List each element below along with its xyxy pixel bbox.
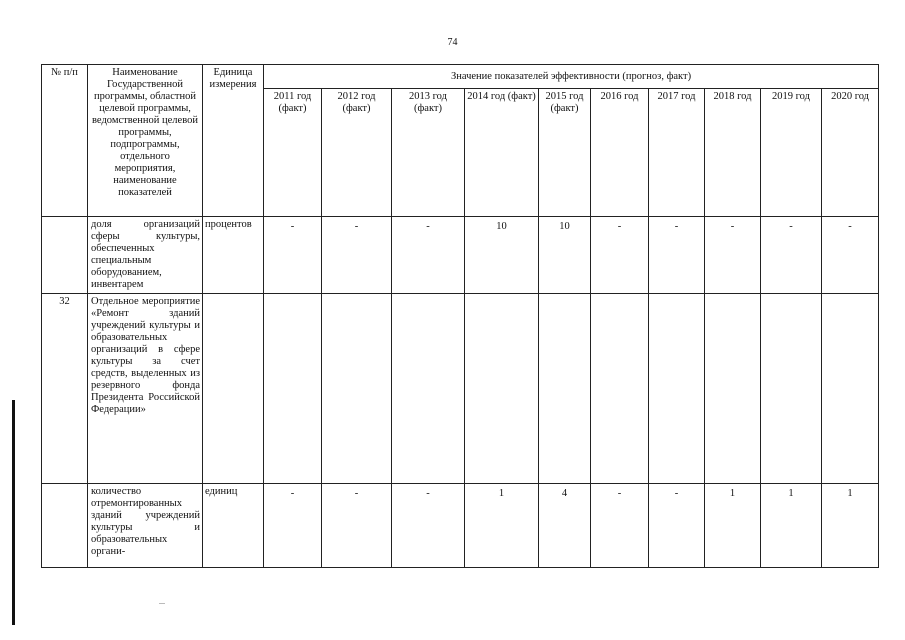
row-value: - — [649, 484, 705, 568]
row-value: - — [392, 217, 465, 294]
header-year: 2018 год — [705, 89, 761, 217]
row-value: 1 — [761, 484, 822, 568]
scan-artifact — [159, 603, 165, 604]
row-value — [649, 294, 705, 484]
row-num — [42, 484, 88, 568]
row-name: доля организаций сферы культуры, обеспеченных специальным оборудованием, инвентарем — [88, 217, 203, 294]
row-value: - — [264, 217, 322, 294]
row-num — [42, 217, 88, 294]
row-value: - — [392, 484, 465, 568]
row-value: 10 — [539, 217, 591, 294]
row-value: - — [822, 217, 879, 294]
header-year: 2016 год — [591, 89, 649, 217]
row-value: 1 — [465, 484, 539, 568]
row-unit — [203, 294, 264, 484]
header-year: 2011 год (факт) — [264, 89, 322, 217]
indicators-table — [41, 64, 879, 568]
header-row-1 — [42, 65, 879, 89]
row-value: - — [591, 484, 649, 568]
row-value: 1 — [822, 484, 879, 568]
header-year: 2017 год — [649, 89, 705, 217]
row-value: - — [264, 484, 322, 568]
row-value: - — [322, 217, 392, 294]
row-num: 32 — [42, 294, 88, 484]
header-year: 2013 год (факт) — [392, 89, 465, 217]
row-value: - — [649, 217, 705, 294]
row-name: Отдельное мероприятие «Ремонт зданий учреждений культуры и образовательных организаций в сфере культуры за счет средств, выделенных из резервного фонда Президента Российской Федерации» — [88, 294, 203, 484]
header-values-group: Значение показателей эффективности (прогноз, факт) — [264, 65, 879, 89]
row-value: - — [591, 217, 649, 294]
table-row — [42, 217, 879, 294]
row-value — [392, 294, 465, 484]
row-unit: единиц — [203, 484, 264, 568]
header-num: № п/п — [42, 65, 88, 217]
table-row — [42, 484, 879, 568]
header-unit: Единица измерения — [203, 65, 264, 217]
header-year: 2019 год — [761, 89, 822, 217]
row-value — [465, 294, 539, 484]
row-value: - — [322, 484, 392, 568]
row-name: количество отремонтированных зданий учреждений культуры и образовательных органи- — [88, 484, 203, 568]
row-value: 4 — [539, 484, 591, 568]
row-value — [761, 294, 822, 484]
page-number: 74 — [447, 37, 458, 48]
row-value: 10 — [465, 217, 539, 294]
row-value: - — [761, 217, 822, 294]
header-year: 2012 год (факт) — [322, 89, 392, 217]
row-value — [322, 294, 392, 484]
scan-margin-line — [12, 400, 15, 625]
row-value — [264, 294, 322, 484]
table-row — [42, 294, 879, 484]
header-year: 2020 год — [822, 89, 879, 217]
row-value — [591, 294, 649, 484]
row-value — [539, 294, 591, 484]
row-value — [705, 294, 761, 484]
row-value — [822, 294, 879, 484]
row-value: - — [705, 217, 761, 294]
row-value: 1 — [705, 484, 761, 568]
header-name: Наименование Государственной программы, областной целевой программы, ведомственной целевой программы, подпрограммы, отдельного мероприятия, наименование показателей — [88, 65, 203, 217]
header-year: 2015 год (факт) — [539, 89, 591, 217]
header-year: 2014 год (факт) — [465, 89, 539, 217]
row-unit: процентов — [203, 217, 264, 294]
